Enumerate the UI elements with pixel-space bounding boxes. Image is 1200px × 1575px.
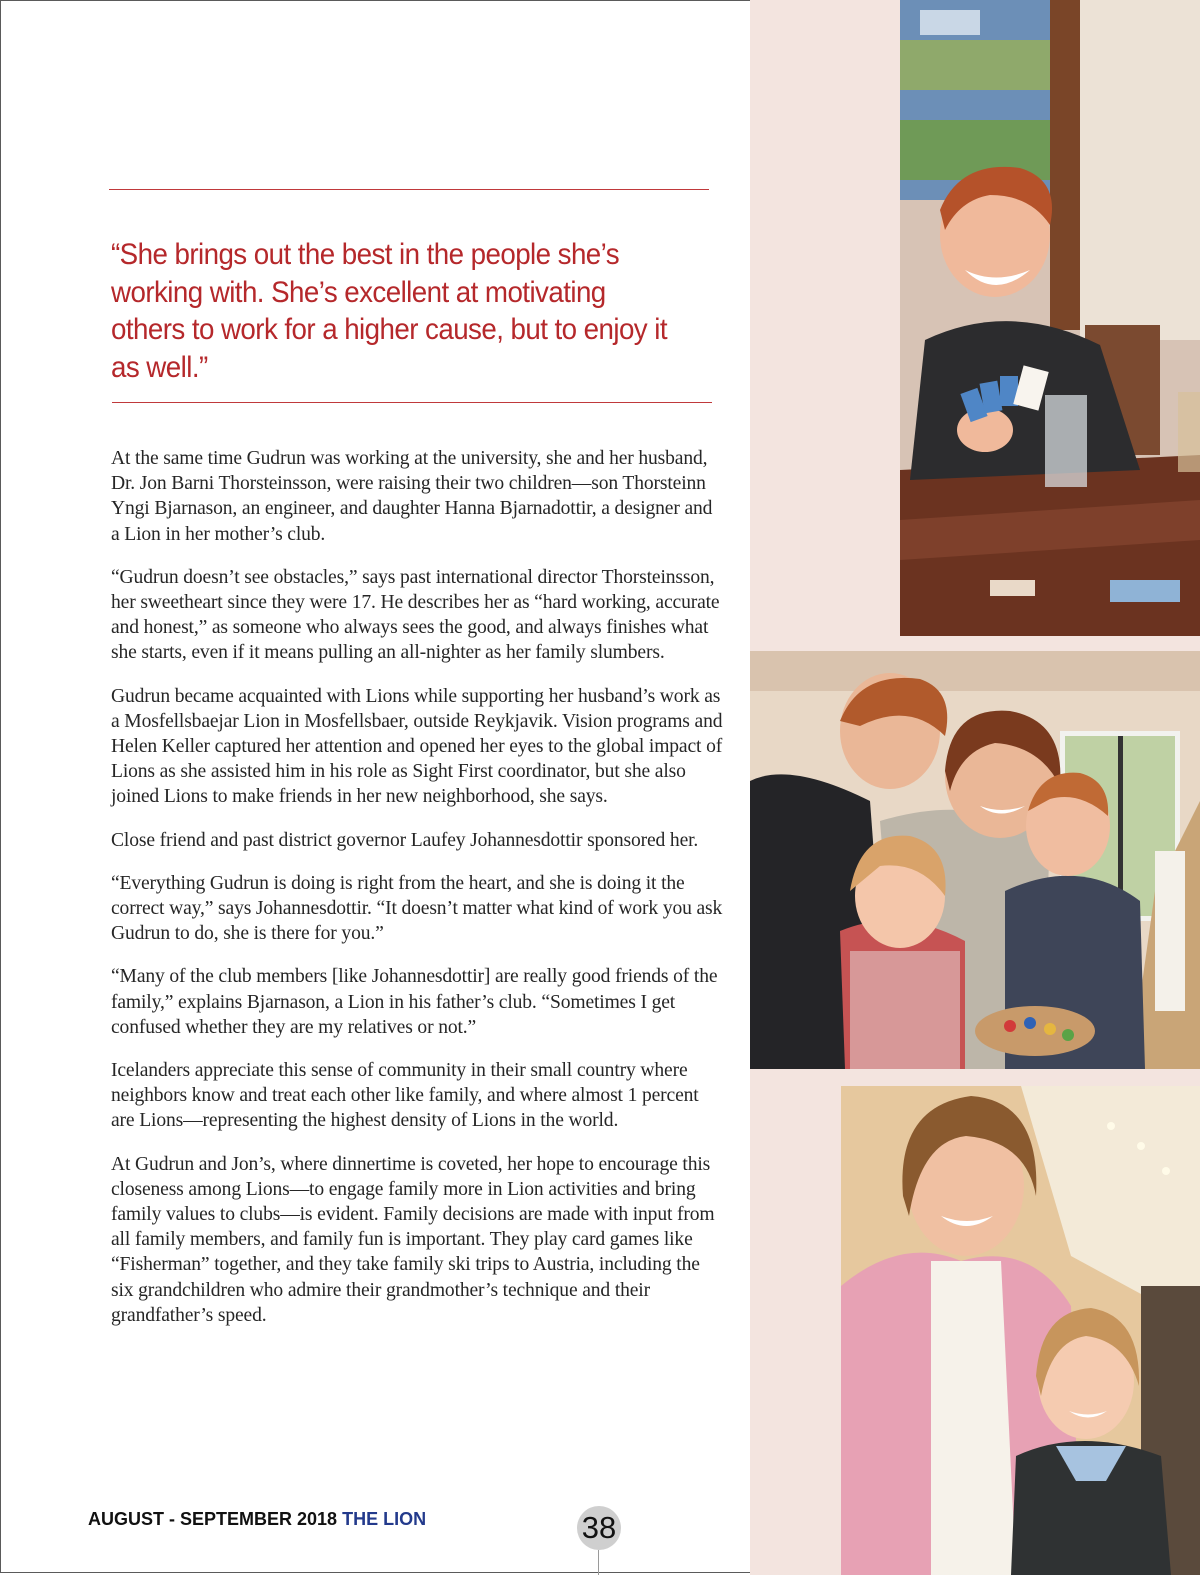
footer-magazine-name: THE LION <box>342 1509 427 1529</box>
article-paragraph: “Everything Gudrun is doing is right from the heart, and she is doing it the correct way,” says Johannesdottir. “It doesn’t matter what kind of work you ask Gudrun to do, she is there for you.” <box>111 872 723 945</box>
article-paragraph: Gudrun became acquainted with Lions while supporting her husband’s work as a Mosfellsbaejar Lion in Mosfellsbaer, outside Reykjavik. Vision programs and Helen Keller captured her attention and opened her eyes to the global impact of Lions as she assisted him in his role as Sight First coordinator, but she also joined Lions to make friends in her new neighborhood, she says. <box>111 685 723 808</box>
article-paragraph: “Gudrun doesn’t see obstacles,” says past international director Thorsteinsson, her sweetheart since they were 17. He describes her as “hard working, accurate and honest,” as someone who always sees the good, and always finishes what she starts, even if it means pulling an all-nighter as her family slumbers. <box>111 566 720 664</box>
pull-quote: “She brings out the best in the people she’s working with. She’s excellent at motivating others to work for a higher cause, but to enjoy it as well.” <box>111 238 667 384</box>
article-paragraph: Icelanders appreciate this sense of community in their small country where neighbors know and treat each other like family, and where almost 1 percent are Lions—representing the highest density of Lions in the world. <box>111 1060 699 1132</box>
photo-family-painting-image <box>750 651 1200 1069</box>
quote-bottom-rule <box>112 402 712 403</box>
article-body <box>111 446 723 1346</box>
photo-boy-with-cards <box>900 0 1200 636</box>
page-number-tick <box>598 1550 599 1575</box>
footer-issue-date: AUGUST - SEPTEMBER 2018 <box>88 1509 338 1529</box>
article-paragraph: “Many of the club members [like Johannesdottir] are really good friends of the family,” explains Bjarnason, a Lion in his father’s club. “Sometimes I get confused whether they are my relatives or not.” <box>111 966 718 1038</box>
photo-family-painting <box>750 651 1200 1069</box>
quote-top-rule <box>109 189 709 190</box>
photo-woman-and-girl <box>841 1086 1200 1575</box>
article-paragraph: Close friend and past district governor Laufey Johannesdottir sponsored her. <box>111 829 699 851</box>
article-paragraph: At Gudrun and Jon’s, where dinnertime is coveted, her hope to encourage this closeness among Lions—to engage family more in Lion activities and bring family values to clubs—is evident. Family decisions are made with input from all family members, and family fun is important. They play card games like “Fisherman” together, and they take family ski trips to Austria, including the six grandchildren who admire their grandmother’s technique and their grandfather’s speed. <box>111 1153 715 1326</box>
photo-woman-and-girl-image <box>841 1086 1200 1575</box>
footer-issue-label <box>88 1509 426 1530</box>
article-paragraph: At the same time Gudrun was working at the university, she and her husband, Dr. Jon Barni Thorsteinsson, were raising their two children—son Thorsteinn Yngi Bjarnason, an engineer, and daughter Hanna Bjarnadottir, a designer and a Lion in her mother’s club. <box>111 448 713 545</box>
page-number-badge: 38 <box>577 1506 621 1550</box>
photo-boy-with-cards-image <box>900 0 1200 636</box>
